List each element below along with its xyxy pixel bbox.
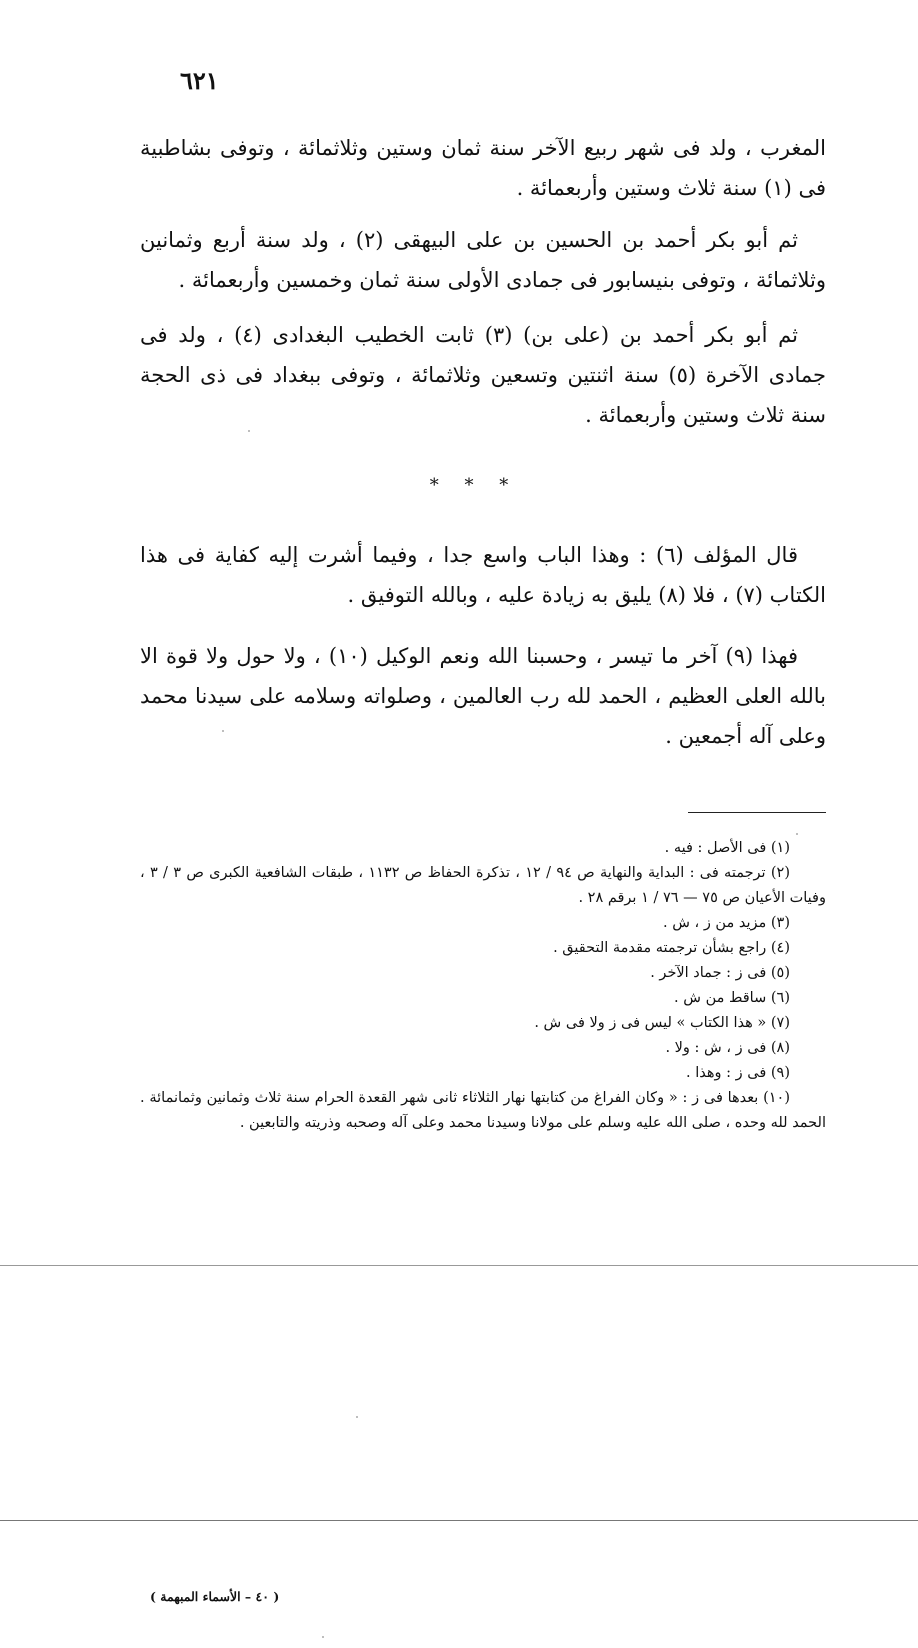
page-divider-upper — [0, 1265, 918, 1266]
body-paragraph-4: قال المؤلف (٦) : وهذا الباب واسع جدا ، وفيما أشرت إليه كفاية فى هذا الكتاب (٧) ، فلا (٨) يليق به زيادة عليه ، وبالله التوفيق . — [140, 543, 826, 607]
footnote-1: (١) فى الأصل : فيه . — [664, 840, 790, 856]
body-paragraph-5: فهذا (٩) آخر ما تيسر ، وحسبنا الله ونعم الوكيل (١٠) ، ولا حول ولا قوة الا بالله العلى العظيم ، الحمد لله رب العالمين ، وصلواته وسلامه على سيدنا محمد وعلى آله أجمعين . — [140, 644, 826, 748]
footnotes — [140, 836, 826, 1136]
scan-speck — [222, 730, 224, 732]
footnote-5: (٥) فى ز : جماد الآخر . — [650, 965, 790, 981]
scan-speck — [248, 430, 250, 432]
footnote-4: (٤) راجع بشأن ترجمته مقدمة التحقيق . — [553, 940, 790, 956]
footnote-7: (٧) « هذا الكتاب » ليس فى ز ولا فى ش . — [534, 1015, 790, 1031]
section-separator: * * * — [429, 475, 519, 496]
scan-speck — [796, 833, 798, 835]
scan-speck — [322, 1636, 324, 1638]
signature-mark: ( ٤٠ – الأسماء المبهمة ) — [150, 1589, 280, 1604]
footnote-6: (٦) ساقط من ش . — [674, 990, 790, 1006]
page-number: ٦٢١ — [180, 66, 219, 95]
footnote-2: (٢) ترجمته فى : البداية والنهاية ص ٩٤ / ١٢ ، تذكرة الحفاظ ص ١١٣٢ ، طبقات الشافعية الكبرى ص ٣ / ٣ ، وفيات الأعيان ص ٧٥ — ٧٦ / ١ برقم ٢٨ . — [140, 865, 826, 906]
footnote-3: (٣) مزيد من ز ، ش . — [663, 915, 790, 931]
body-paragraph-2: ثم أبو بكر أحمد بن الحسين بن على البيهقى (٢) ، ولد سنة أربع وثمانين وثلاثمائة ، وتوفى بنيسابور فى جمادى الأولى سنة ثمان وخمسين وأربعمائة . — [140, 228, 826, 292]
body-paragraph-3: ثم أبو بكر أحمد بن (على بن) (٣) ثابت الخطيب البغدادى (٤) ، ولد فى جمادى الآخرة (٥) سنة اثنتين وتسعين وثلاثمائة ، وتوفى ببغداد فى ذى الحجة سنة ثلاث وستين وأربعمائة . — [140, 323, 826, 427]
body-paragraph-1: المغرب ، ولد فى شهر ربيع الآخر سنة ثمان وستين وثلاثمائة ، وتوفى بشاطبية فى (١) سنة ثلاث وستين وأربعمائة . — [140, 136, 826, 200]
page-divider-lower — [0, 1520, 918, 1521]
footnote-8: (٨) فى ز ، ش : ولا . — [665, 1040, 790, 1056]
scan-speck — [356, 1416, 358, 1418]
footnote-rule — [688, 812, 826, 813]
footnote-10: (١٠) بعدها فى ز : « وكان الفراغ من كتابتها نهار الثلاثاء ثانى شهر القعدة الحرام سنة ثلاث وثمانين وثمانمائة . الحمد لله وحده ، صلى الله عليه وسلم على مولانا وسيدنا محمد وعلى آله وصحبه وذريته والتابعين . — [140, 1090, 826, 1131]
footnote-9: (٩) فى ز : وهذا . — [686, 1065, 790, 1081]
